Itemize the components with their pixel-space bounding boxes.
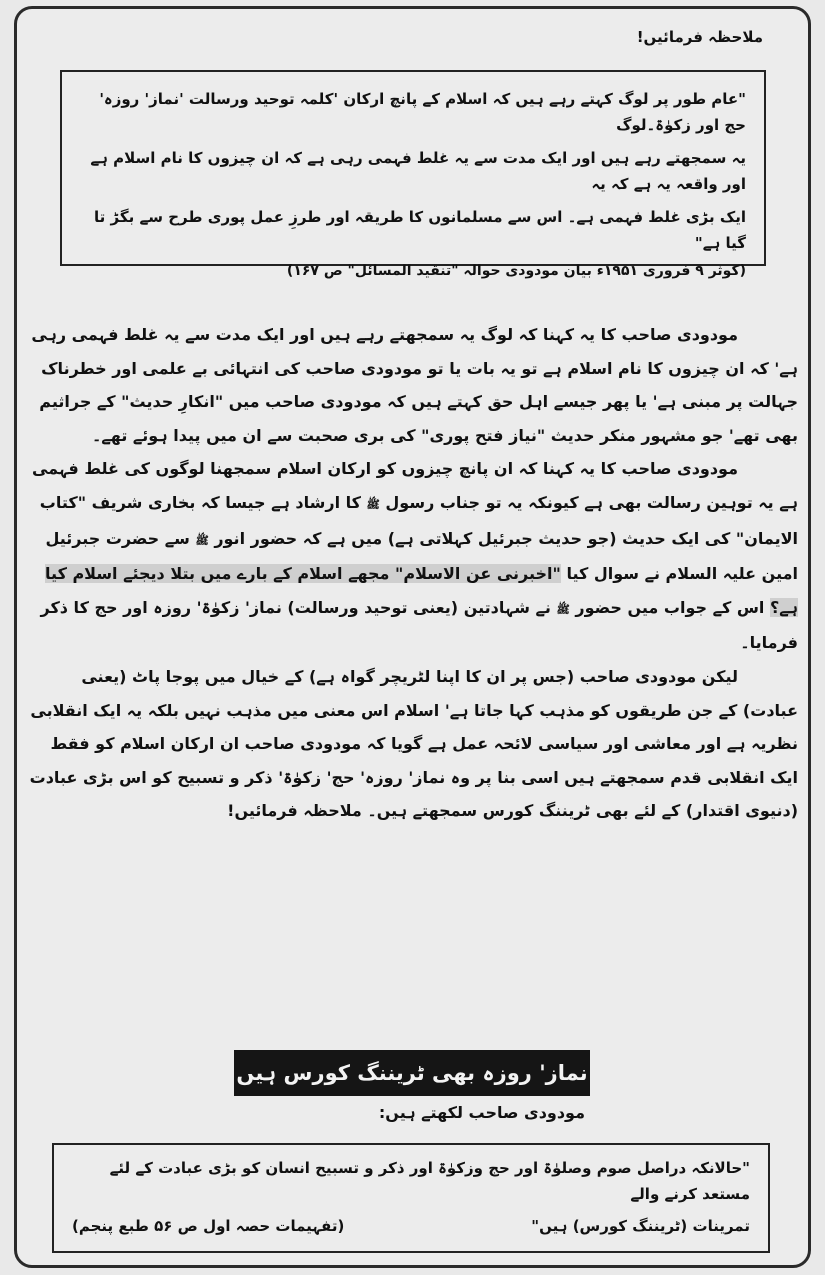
quote-box-1: [60, 70, 766, 279]
salawat-1: ﷺ: [366, 497, 380, 511]
quote1-line2: یہ سمجھتے رہے ہیں اور ایک مدت سے یہ غلط فہمی رہی ہے کہ ان چیزوں کا نام اسلام ہے اور واقعہ یہ ہے کہ یہ: [90, 149, 746, 193]
quote2-reference: (تفہیمات حصہ اول ص ۵۶ طبع پنجم): [72, 1217, 345, 1235]
quote1-line1: "عام طور پر لوگ کہتے رہے ہیں کہ اسلام کے پانچ ارکان 'کلمہ توحید ورسالت 'نماز' روزہ' حج اور زکوٰۃ۔لوگ: [99, 90, 746, 134]
salawat-3: ﷺ: [556, 602, 570, 616]
subheading-writes: مودودی صاحب لکھتے ہیں:: [378, 1103, 585, 1122]
article-body: [28, 318, 798, 828]
section-banner: نماز' روزہ بھی ٹریننگ کورس ہیں: [234, 1050, 590, 1096]
paragraph-2-part-b: کا ارشاد ہے جیسا کہ بخاری شریف "کتاب الایمان" کی ایک حدیث (جو حدیث جبرئیل کہلاتی ہے) میں ہے کہ حضور انور: [39, 492, 798, 548]
quote1-reference: (کوثر ۹ فروری ۱۹۵۱ء بیان مودودی حوالہ "تنقید المسائل" ص ۱۶۷): [286, 263, 746, 279]
paragraph-3: لیکن مودودی صاحب (جس پر ان کا اپنا لٹریچر گواہ ہے) کے خیال میں پوجا پاٹ (یعنی عبادت) کے جن طریقوں کو مذہب کہا جاتا ہے' اسلام اس معنی میں مذہب نہیں بلکہ یہ ایک انقلابی نظریہ ہے اور معاشی اور سیاسی لائحہ عمل ہے گویا کہ مودودی صاحب ان ارکان اسلام کو فقط ایک انقلابی قدم سمجھتے ہیں اسی بنا پر وہ نماز' روزہ' حج' زکوٰۃ' ذکر و تسبیح کو اس بڑی عبادت (دنیوی اقتدار) کے لئے بھی ٹریننگ کورس سمجھتے ہیں۔ ملاحظہ فرمائیں!: [29, 666, 798, 821]
quote2-line1: "حالانکہ دراصل صوم وصلوٰۃ اور حج وزکوٰۃ اور ذکر و تسبیح انسان کو بڑی عبادت کے لئے مستعد کرنے والے: [109, 1159, 750, 1203]
paragraph-2-part-f: نے شہادتین (یعنی توحید ورسالت) نماز' زکوٰۃ' روزہ اور حج کا ذکر فرمایا۔: [40, 597, 798, 653]
salawat-2: ﷺ: [195, 533, 209, 547]
paragraph-1: مودودی صاحب کا یہ کہنا کہ لوگ یہ سمجھتے رہے ہیں اور ایک مدت سے یہ غلط فہمی رہی ہے' کہ ان چیزوں کا نام اسلام ہے تو یہ بات یا تو مودودی صاحب کی انتہائی بے علمی اور خطرناک جہالت پر مبنی ہے' یا پھر جیسے اہل حق کہتے ہیں کہ مودودی صاحب میں "انکارِ حدیث" کے جراثیم بھی تھے' جو مشہور منکر حدیث "نیاز فتح پوری" کی بری صحبت سے ان میں پیدا ہوئے تھے۔: [31, 325, 798, 445]
top-heading: ملاحظہ فرمائیں!: [636, 28, 763, 46]
quote2-footer: [72, 1213, 750, 1245]
highlighted-hadith: "اخبرنی عن الاسلام" مجھے اسلام کے بارے میں بتلا دیجئے اسلام کیا ہے؟: [45, 564, 798, 617]
quote1-line3: ایک بڑی غلط فہمی ہے۔ اس سے مسلمانوں کا طریقہ اور طرزِ عمل پوری طرح سے بگڑ تا گیا ہے": [94, 208, 746, 252]
paragraph-2: [28, 452, 798, 660]
paragraph-2-part-e: اس کے جواب میں حضور: [575, 597, 765, 617]
quote2-line2: تمرینات (ٹریننگ کورس) ہیں": [531, 1217, 750, 1235]
quote-box-2: [52, 1143, 770, 1253]
paragraph-2-part-a: مودودی صاحب کا یہ کہنا کہ ان پانچ چیزوں کو ارکان اسلام سمجھنا لوگوں کی غلط فہمی ہے یہ توہین رسالت بھی ہے کیونکہ یہ تو جناب رسول: [31, 459, 798, 512]
paragraph-2-part-c: سے حضرت جبرئیل امین علیہ السلام نے سوال کیا: [45, 528, 798, 584]
